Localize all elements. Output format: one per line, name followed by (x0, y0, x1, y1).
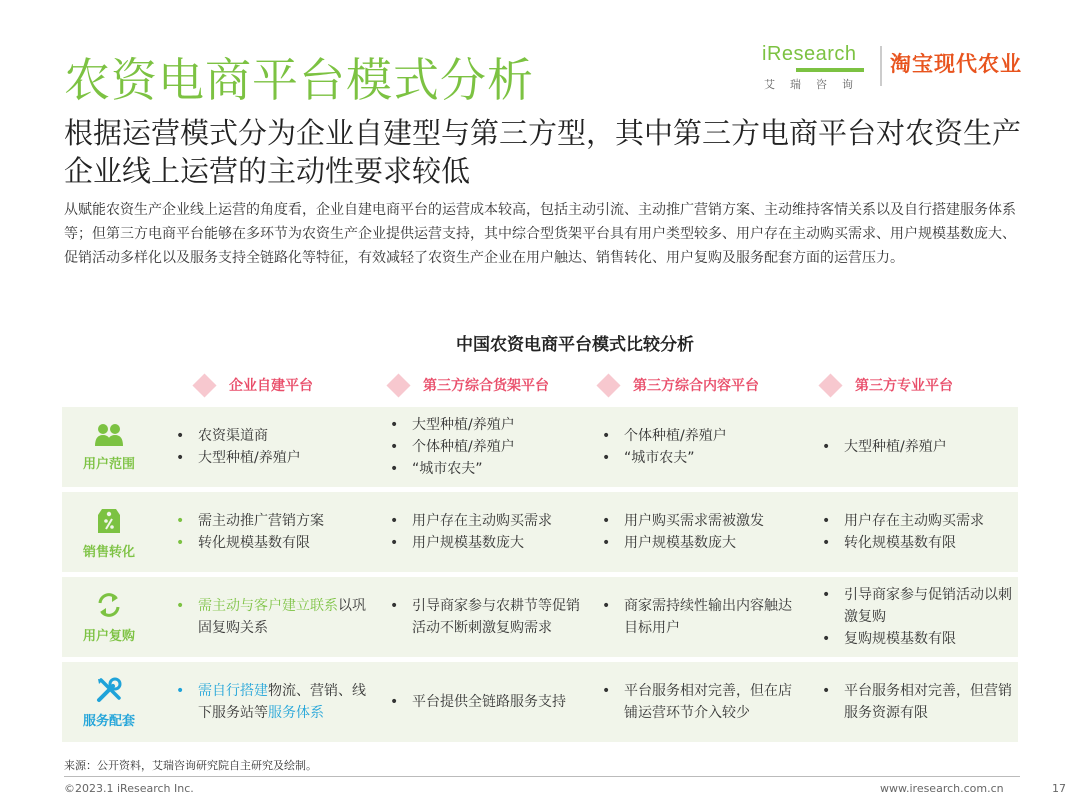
list-item: • 大型种植/养殖户 (390, 414, 590, 436)
list-item: • 用户规模基数庞大 (602, 532, 802, 554)
intro-paragraph: 从赋能农资生产企业线上运营的角度看，企业自建电商平台的运营成本较高，包括主动引流、主动推广营销方案、主动维持客情关系以及自行搭建服务体系等；但第三方电商平台能够在多环节为农资生产企业提供运营支持，其中综合型货架平台具有用户类型较多、用户存在主动购买需求、用户规模基数庞大、促销活动多样化以及服务支持全链路化等特征，有效减轻了农资生产企业在用户触达、销售转化、用户复购及服务配套方面的运营压力。 (64, 202, 1016, 266)
plain-text: 以巩固复购关系 (198, 598, 366, 636)
tools-icon (95, 676, 123, 704)
table-title: 中国农资电商平台模式比较分析 (456, 335, 694, 355)
page-title: 农资电商平台模式分析 (64, 53, 534, 107)
list-item: • 引导商家参与农耕节等促销活动不断刺激复购需求 (390, 595, 584, 639)
row-header (62, 577, 156, 657)
iresearch-logo (758, 40, 870, 94)
list-item: • 引导商家参与促销活动以刺激复购 (822, 584, 1012, 628)
diamond-icon (386, 373, 410, 397)
repeat-icon (95, 591, 123, 619)
row-header (62, 492, 156, 572)
row-label: 服务配套 (82, 713, 135, 729)
column-header-label: 企业自建平台 (229, 378, 313, 394)
list-item: • 农资渠道商 (176, 425, 376, 447)
list-item: • 平台提供全链路服务支持 (390, 691, 584, 713)
iresearch-logo-bar (796, 68, 864, 72)
table-cell (176, 577, 370, 657)
column-header-label: 第三方综合内容平台 (633, 378, 759, 394)
column-header-label: 第三方专业平台 (855, 378, 953, 394)
column-header-label: 第三方综合货架平台 (423, 378, 549, 394)
logo-area (758, 40, 1068, 100)
diamond-icon (818, 373, 842, 397)
table-row (62, 492, 1018, 572)
table-row (62, 662, 1018, 742)
table-cell (602, 577, 796, 657)
table-cell (822, 662, 1012, 742)
partner-logo: 淘宝现代农业 (890, 52, 1022, 76)
subtitle: 根据运营模式分为企业自建型与第三方型，其中第三方电商平台对农资生产企业线上运营的主动性要求较低 (64, 116, 1022, 188)
column-header (822, 368, 953, 402)
table-row (62, 577, 1018, 657)
table-cell (390, 407, 590, 487)
list-item: • “城市农夫” (602, 447, 802, 469)
table-cell (602, 492, 802, 572)
column-header (390, 368, 549, 402)
highlight-text: 需自行搭建 (198, 683, 268, 699)
row-label: 用户复购 (82, 628, 135, 644)
column-headers (0, 368, 1080, 402)
website-link[interactable]: www.iresearch.com.cn (880, 782, 1004, 795)
row-label: 销售转化 (82, 544, 135, 560)
table-row (62, 407, 1018, 487)
table-cell (176, 492, 376, 572)
table-cell (822, 577, 1012, 657)
table-cell (390, 492, 590, 572)
copyright: ©2023.1 iResearch Inc. (64, 782, 194, 795)
users-icon (94, 423, 124, 447)
iresearch-logo-cn: 艾瑞咨询 (764, 78, 868, 91)
list-item: • 用户购买需求需被激发 (602, 510, 802, 532)
list-item (176, 680, 370, 724)
list-item: • 大型种植/养殖户 (822, 436, 1012, 458)
footer-divider (64, 776, 1020, 777)
highlight-text: 需主动与客户建立联系 (198, 598, 338, 614)
row-label: 用户范围 (82, 456, 135, 472)
list-item: • 个体种植/养殖户 (390, 436, 590, 458)
price-tag-icon (96, 505, 122, 535)
list-item: • 平台服务相对完善，但营销服务资源有限 (822, 680, 1012, 724)
list-item: • 个体种植/养殖户 (602, 425, 802, 447)
page-number: 17 (1052, 782, 1066, 795)
row-header (62, 407, 156, 487)
table-cell (822, 407, 1012, 487)
source-note: 来源：公开资料，艾瑞咨询研究院自主研究及绘制。 (64, 759, 317, 772)
list-item: • 转化规模基数有限 (176, 532, 376, 554)
table-cell (390, 662, 584, 742)
table-cell (602, 407, 802, 487)
list-item: • 转化规模基数有限 (822, 532, 1012, 554)
table-cell (390, 577, 584, 657)
table-cell (602, 662, 796, 742)
list-item: • 大型种植/养殖户 (176, 447, 376, 469)
list-item: • 用户存在主动购买需求 (822, 510, 1012, 532)
table-cell (176, 662, 370, 742)
list-item: • 商家需持续性输出内容触达目标用户 (602, 595, 796, 639)
plain-text: 物流、营销、线下服务站等 (198, 683, 366, 721)
table-cell (822, 492, 1012, 572)
list-item: • 需主动推广营销方案 (176, 510, 376, 532)
row-header (62, 662, 156, 742)
iresearch-logo-text: iResearch (762, 43, 857, 65)
list-item: • 复购规模基数有限 (822, 628, 1012, 650)
list-item: • “城市农夫” (390, 458, 590, 480)
diamond-icon (596, 373, 620, 397)
list-item: • 平台服务相对完善，但在店铺运营环节介入较少 (602, 680, 796, 724)
logo-divider (880, 46, 882, 86)
diamond-icon (192, 373, 216, 397)
list-item (176, 595, 370, 639)
highlight-text: 服务体系 (268, 705, 324, 721)
column-header (600, 368, 759, 402)
list-item: • 用户存在主动购买需求 (390, 510, 590, 532)
column-header (196, 368, 313, 402)
table-cell (176, 407, 376, 487)
list-item: • 用户规模基数庞大 (390, 532, 590, 554)
